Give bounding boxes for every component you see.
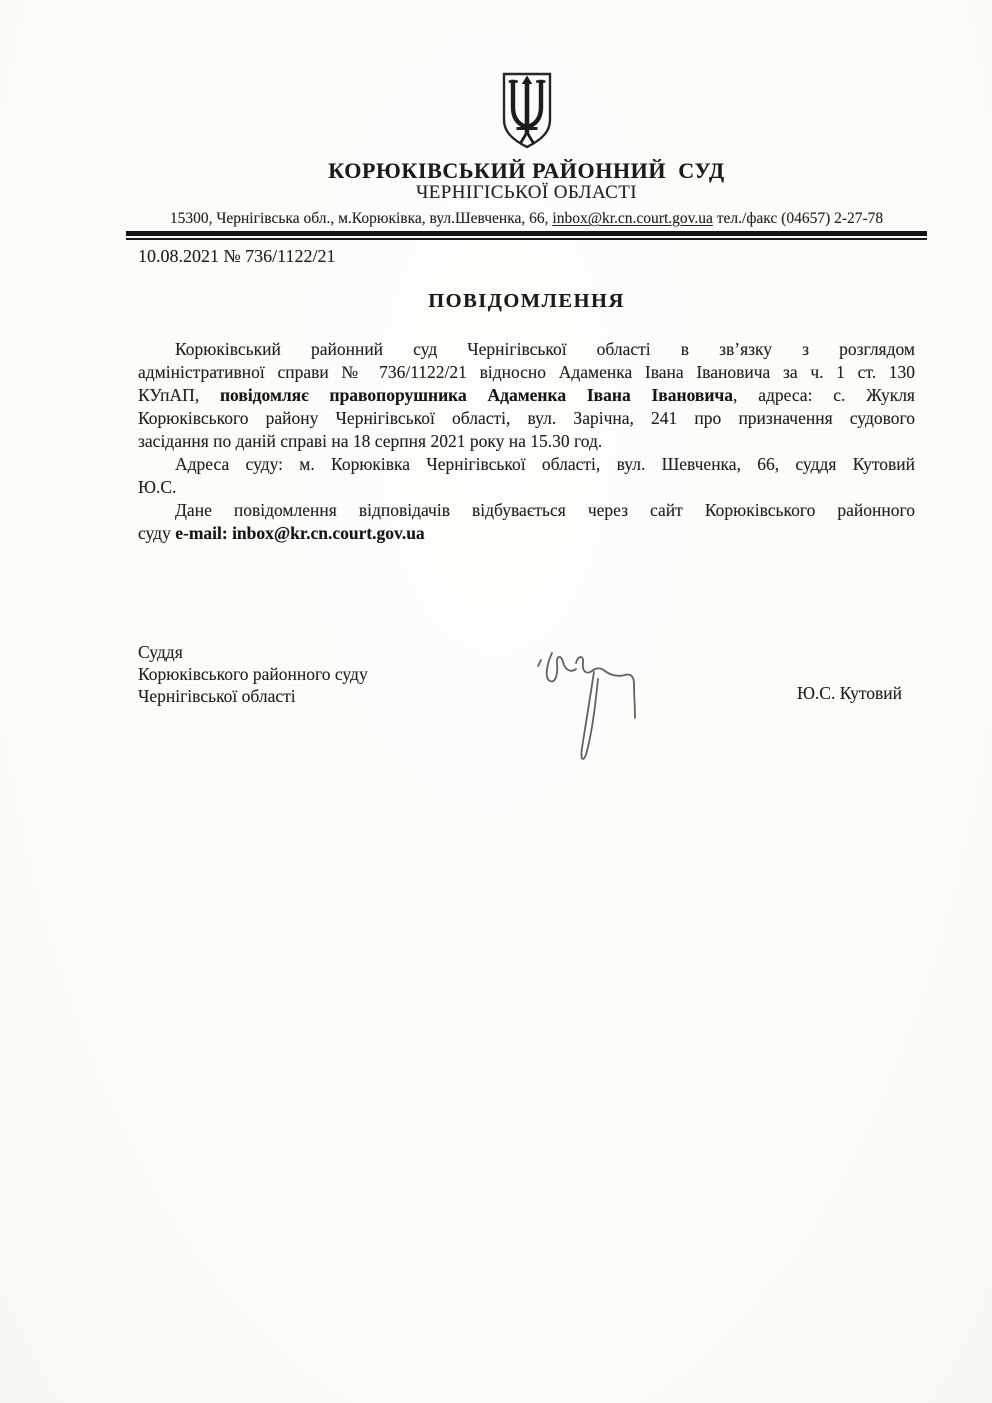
body-line — [138, 338, 915, 361]
body-text-segment: засідання по даній справі на 18 серпня 2021 року на 15.30 год. — [138, 431, 603, 451]
body-text-segment: , адреса: с. Жукля — [733, 385, 915, 405]
divider-thin-line — [126, 238, 927, 240]
body-text-segment: Дане повідомлення відповідачів відбувається через сайт Корюківського районного — [175, 500, 915, 520]
court-region-heading: ЧЕРНІГІСЬКОЇ ОБЛАСТІ — [416, 182, 637, 203]
phone-fax-text: тел./факс (04657) 2-27-78 — [712, 210, 884, 227]
court-name-heading: КОРЮКІВСЬКИЙ РАЙОННИЙ СУД — [328, 158, 725, 183]
body-bold-segment: e-mail: inbox@kr.cn.court.gov.ua — [175, 523, 425, 543]
divider-thick-line — [126, 231, 927, 236]
body-line — [138, 361, 915, 384]
address-text: 15300, Чернігівська обл., м.Корюківка, вул.Шевченка, 66, — [169, 210, 553, 227]
body-text-segment: Корюківський районний суд Чернігівської області в зв’язку з розглядом — [175, 339, 915, 359]
handwritten-signature — [530, 644, 646, 782]
signer-name: Ю.С. Кутовий — [796, 683, 902, 703]
signature-block — [138, 641, 915, 791]
signature-role-line: Суддя — [138, 642, 183, 662]
letterhead — [0, 0, 992, 266]
body-text-segment: КУпАП, — [138, 385, 220, 405]
body-text-segment: Корюківського району Чернігівської області, вул. Зарічна, 241 про призначення судового — [138, 408, 915, 428]
body-line — [138, 430, 915, 453]
signature-role-line: Корюківського районного суду — [138, 664, 368, 684]
body-text-segment: суду — [138, 523, 176, 543]
body-text-segment: Ю.С. — [138, 477, 177, 497]
body-line — [138, 384, 915, 407]
signature-role-line: Чернігівської області — [138, 686, 296, 706]
body-line — [138, 407, 915, 430]
body-text-segment: Адреса суду: м. Корюківка Чернігівської області, вул. Шевченка, 66, суддя Кутовий — [175, 454, 915, 474]
body-text-segment: адміністративної справи № 736/1122/21 відносно Адаменка Івана Івановича за ч. 1 ст. 130 — [138, 362, 915, 382]
emblem-container — [138, 0, 915, 155]
body-line — [138, 453, 915, 476]
body-bold-segment: повідомляє правопорушника Адаменка Івана Івановича — [219, 385, 734, 405]
letterhead-divider — [126, 231, 927, 240]
document-title: ПОВІДОМЛЕННЯ — [428, 290, 625, 312]
reference-date-number: 10.08.2021 № 736/1122/21 — [138, 246, 336, 266]
body-line — [138, 476, 915, 499]
ukraine-trident-coat-of-arms-icon — [501, 72, 553, 150]
letterhead-address-line — [138, 210, 915, 228]
body-line — [138, 522, 915, 545]
court-email-text: inbox@kr.cn.court.gov.ua — [552, 210, 713, 227]
body-line — [138, 499, 915, 522]
document-body — [0, 338, 992, 545]
